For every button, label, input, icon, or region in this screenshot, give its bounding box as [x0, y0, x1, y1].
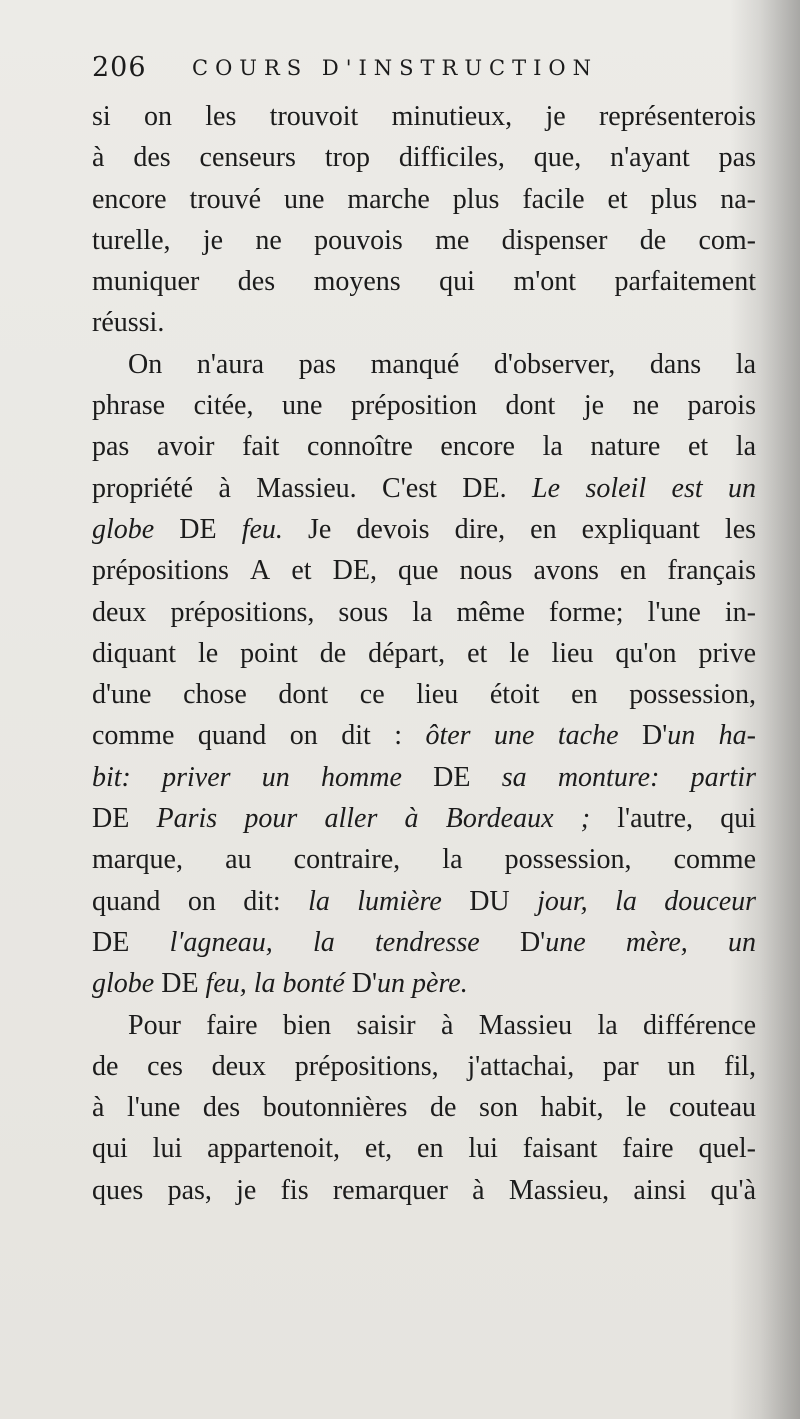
text-line: diquant le point de départ, et le lieu qu'on prive [92, 637, 756, 669]
text-line: encore trouvé une marche plus facile et plus na- [92, 183, 756, 215]
text-line: quand on dit: la lumière DU jour, la douceur [92, 885, 757, 917]
text-line: à l'une des boutonnières de son habit, le couteau [92, 1092, 756, 1124]
page-header [92, 52, 692, 92]
paragraph-start: Pour faire bien saisir à Massieu la différence [128, 1009, 756, 1041]
text-line: phrase citée, une préposition dont je ne parois [92, 390, 756, 422]
text-line: si on les trouvoit minutieux, je représenterois [92, 101, 756, 132]
text-line: comme quand on dit : ôter une tache D'un ha- [92, 720, 757, 752]
text-line: bit: priver un homme DE sa monture: partir [92, 761, 757, 793]
text-line: qui lui appartenoit, et, en lui faisant faire quel- [92, 1133, 756, 1165]
text-line: marque, au contraire, la possession, comme [92, 844, 756, 876]
text-line: deux prépositions, sous la même forme; l'une in- [92, 596, 756, 628]
paragraph-start: On n'aura pas manqué d'observer, dans la [128, 348, 756, 380]
text-line: réussi. [92, 307, 165, 339]
text-line: globe DE feu, la bonté D'un père. [92, 968, 468, 1000]
text-line: turelle, je ne pouvois me dispenser de com- [92, 224, 756, 256]
text-line: DE l'agneau, la tendresse D'une mère, un [92, 926, 757, 958]
text-line: de ces deux prépositions, j'attachai, par un fil, [92, 1050, 756, 1082]
text-line: ques pas, je fis remarquer à Massieu, ainsi qu'à [92, 1174, 756, 1206]
page-number: 206 [92, 52, 147, 83]
text-line: prépositions A et DE, que nous avons en français [92, 555, 757, 587]
running-head: COURS D'INSTRUCTION [192, 56, 598, 80]
text-line: pas avoir fait connoître encore la nature et la [92, 431, 756, 463]
text-line: à des censeurs trop difficiles, que, n'ayant pas [92, 142, 756, 174]
text-line: propriété à Massieu. C'est DE. Le soleil est un [92, 472, 757, 504]
text-line: globe DE feu. Je devois dire, en expliquant les [92, 513, 757, 545]
text-line: d'une chose dont ce lieu étoit en possession, [92, 679, 756, 711]
body-text [92, 96, 756, 1211]
text-line: DE Paris pour aller à Bordeaux ; l'autre, qui [92, 803, 756, 835]
text-line: muniquer des moyens qui m'ont parfaitement [92, 266, 756, 298]
